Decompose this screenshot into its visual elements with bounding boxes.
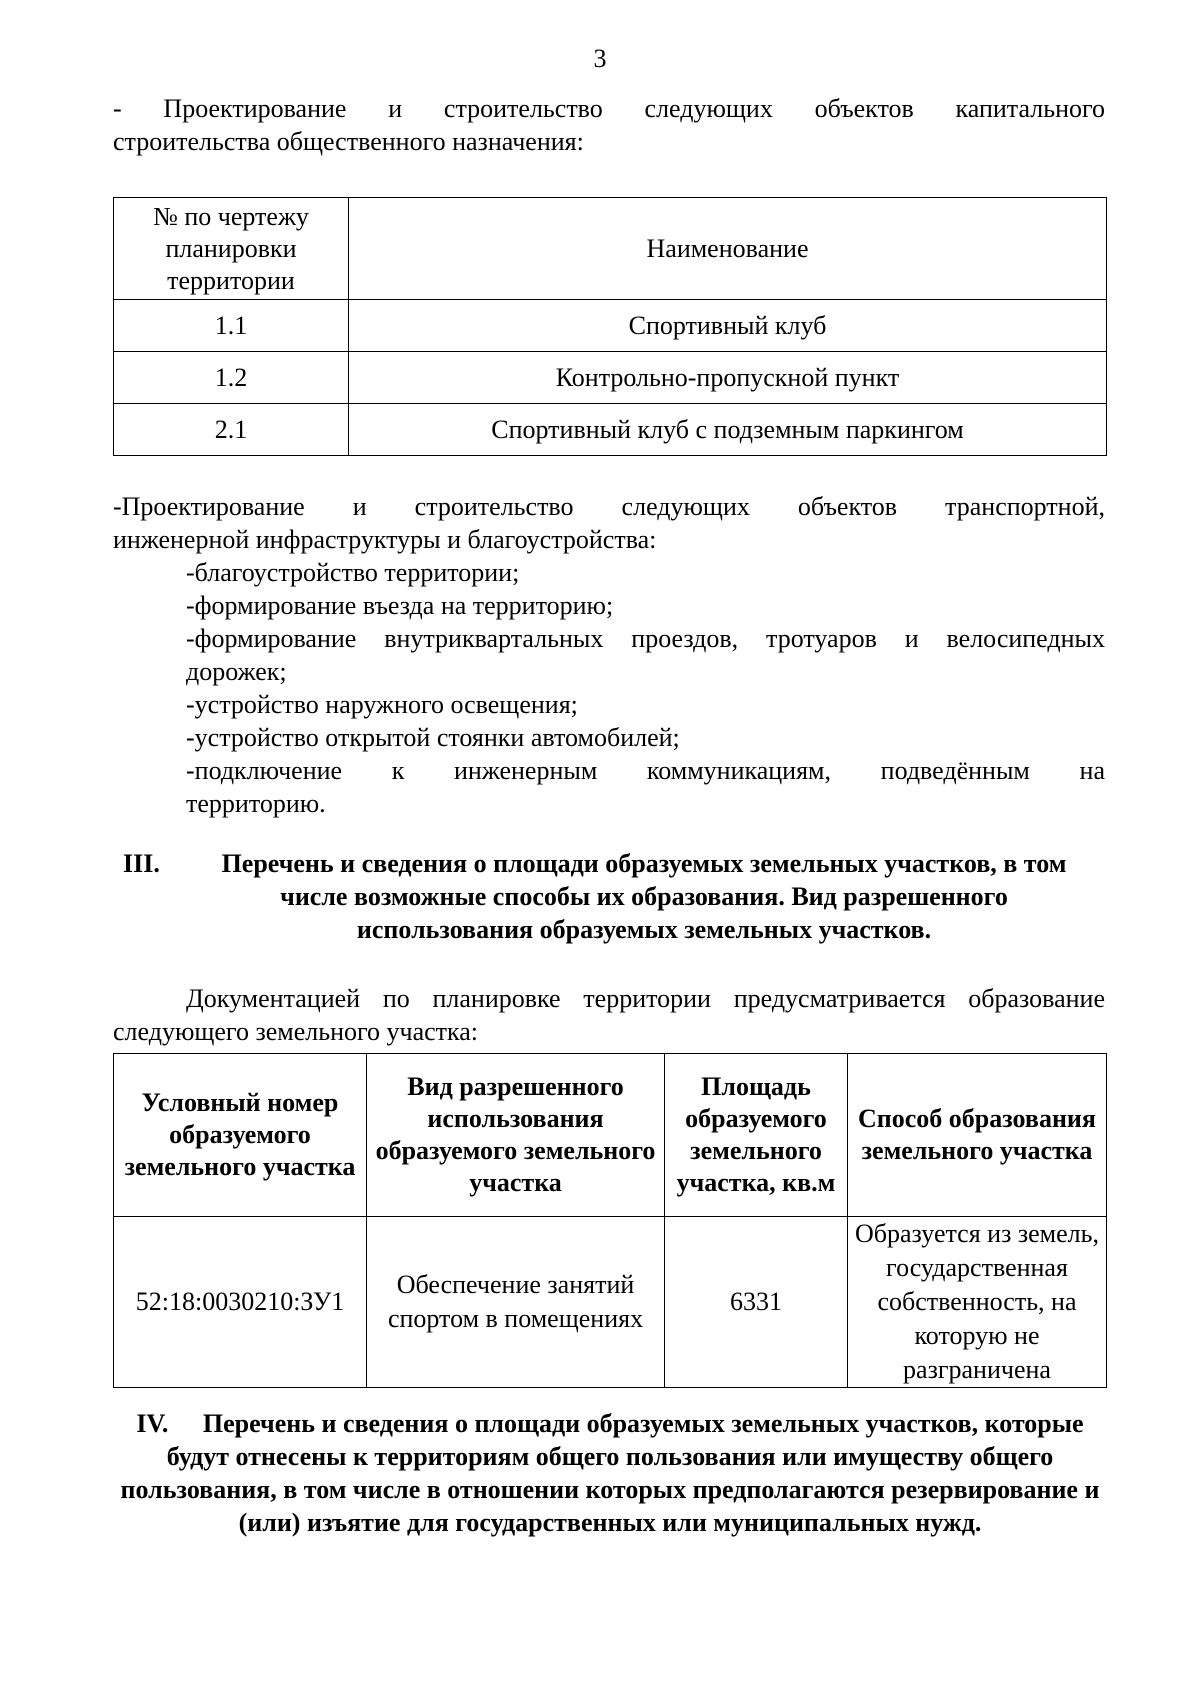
intro-line-2: строительства общественного назначения: [113, 127, 584, 156]
table1-header-number: № по чертежу планировки территории [114, 198, 349, 300]
table2-cell-method: Образуется из земель, государственная собственность, на которую не разграничена [848, 1217, 1107, 1388]
table2-cell-area: 6331 [665, 1217, 848, 1388]
table2-header-method: Способ образования земельного участка [848, 1054, 1107, 1217]
table2-header-use: Вид разрешенного использования образуемого земельного участка [367, 1054, 665, 1217]
intro-line-1: - Проектирование и строительство следующих объектов капитального [113, 94, 1105, 123]
transport-line-2: инженерной инфраструктуры и благоустройства: [113, 525, 657, 554]
list-item-continuation: территорию. [186, 789, 326, 818]
table-row [114, 352, 1107, 404]
list-item: -подключение к инженерным коммуникациям, подведённым на [186, 756, 1105, 785]
list-item: -устройство открытой стоянки автомобилей; [186, 723, 680, 752]
table-row [114, 404, 1107, 456]
table2-header-number: Условный номер образуемого земельного участка [114, 1054, 367, 1217]
doc-para-line-1: Документацией по планировке территории предусматривается образование [186, 984, 1105, 1013]
table1-cell-name: Спортивный клуб [349, 300, 1107, 352]
list-item: -устройство наружного освещения; [186, 690, 578, 719]
table-row [114, 300, 1107, 352]
list-item: -благоустройство территории; [186, 558, 520, 587]
transport-line-1: -Проектирование и строительство следующих объектов транспортной, [113, 492, 1105, 521]
table1-header-name: Наименование [349, 198, 1107, 300]
section-4-heading [113, 1407, 1107, 1539]
section-3-number: III. [123, 849, 160, 878]
table1-cell-number: 1.2 [114, 352, 349, 404]
section-4-number: IV. [136, 1409, 169, 1438]
table1-cell-name: Спортивный клуб с подземным паркингом [349, 404, 1107, 456]
section-4-title: Перечень и сведения о площади образуемых земельных участков, которые будут отнесены к территориям общего пользования или имуществу общего пользования, в том числе в отношении которых предполагаются резервирование и (или) изъятие для государственных или муниципальных нужд. [120, 1409, 1100, 1537]
table1-cell-number: 1.1 [114, 300, 349, 352]
table2-cell-use: Обеспечение занятий спортом в помещениях [367, 1217, 665, 1388]
section-3-title: Перечень и сведения о площади образуемых земельных участков, в том числе возможные способы их образования. Вид разрешенного использования образуемых земельных участков. [221, 849, 1067, 944]
list-item: -формирование внутриквартальных проездов, тротуаров и велосипедных [186, 624, 1105, 653]
page-number: 3 [593, 44, 607, 73]
list-item-continuation: дорожек; [186, 657, 287, 686]
land-plot-table [113, 1053, 1107, 1388]
objects-table [113, 197, 1107, 456]
table1-cell-name: Контрольно-пропускной пункт [349, 352, 1107, 404]
doc-para-line-2: следующего земельного участка: [113, 1017, 479, 1046]
table2-header-area: Площадь образуемого земельного участка, кв.м [665, 1054, 848, 1217]
list-item: -формирование въезда на территорию; [186, 591, 614, 620]
table2-cell-number: 52:18:0030210:ЗУ1 [114, 1217, 367, 1388]
table-row [114, 1217, 1107, 1388]
table1-cell-number: 2.1 [114, 404, 349, 456]
